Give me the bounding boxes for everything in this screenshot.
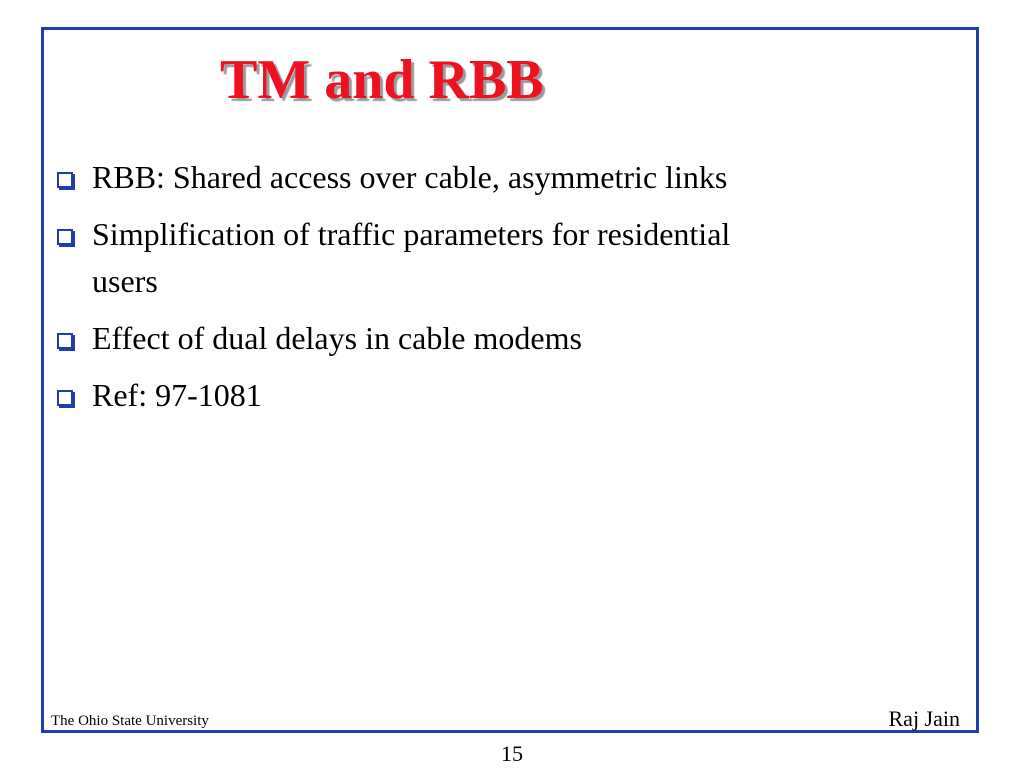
square-bullet-icon (57, 229, 73, 245)
bullet-list (57, 154, 757, 429)
page-number: 15 (501, 741, 523, 766)
bullet-item (57, 315, 757, 362)
bullet-text: RBB: Shared access over cable, asymmetric links (92, 159, 728, 195)
square-bullet-icon (57, 390, 73, 406)
footer-institution: The Ohio State University (51, 713, 209, 729)
bullet-text: Simplification of traffic parameters for residential users (92, 216, 731, 299)
bullet-text: Ref: 97-1081 (92, 377, 262, 413)
square-bullet-icon (57, 333, 73, 349)
square-bullet-icon (57, 172, 73, 188)
bullet-item (57, 372, 757, 419)
bullet-text: Effect of dual delays in cable modems (92, 320, 582, 356)
footer-author: Raj Jain (888, 706, 960, 731)
slide-title: TM and RBB (220, 49, 544, 111)
bullet-item (57, 211, 757, 305)
bullet-item (57, 154, 757, 201)
